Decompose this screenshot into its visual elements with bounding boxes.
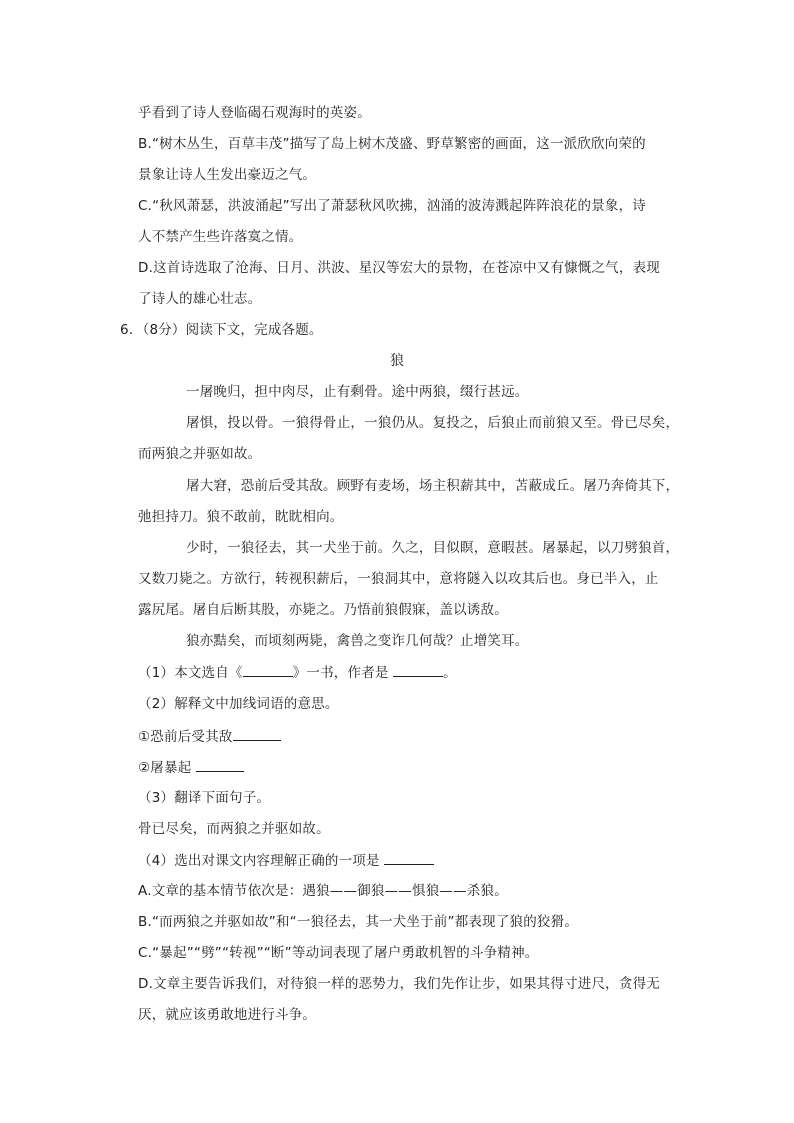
option-c: C.“暴起”“劈”“转视”“断”等动词表现了屠户勇敢机智的斗争精神。 bbox=[138, 945, 539, 961]
passage-paragraph-4-line1: 少时，一狼径去，其一犬坐于前。久之，目似瞑，意暇甚。屠暴起，以刀劈狼首， bbox=[186, 540, 680, 556]
option-b: B.“而两狼之并驱如故”和“一狼径去，其一犬坐于前”都表现了狼的狡猾。 bbox=[138, 914, 579, 930]
passage-paragraph-5: 狼亦黠矣，而顷刻两毙，禽兽之变诈几何哉？止增笑耳。 bbox=[186, 633, 529, 649]
choice-blank[interactable] bbox=[384, 850, 434, 865]
option-d-line2: 厌，就应该勇敢地进行斗争。 bbox=[138, 1007, 317, 1023]
passage-paragraph-3-line2: 弛担持刀。狼不敢前，眈眈相向。 bbox=[138, 509, 344, 525]
subquestion-2-item-2-text: ②屠暴起 bbox=[138, 760, 196, 776]
q5-option-d-line2: 了诗人的雄心壮志。 bbox=[138, 291, 262, 307]
q5-option-c-line2: 人不禁产生些许落寞之情。 bbox=[138, 229, 303, 245]
subquestion-4 bbox=[138, 850, 434, 871]
q5-option-a-tail: 乎看到了诗人登临碣石观海时的英姿。 bbox=[138, 105, 371, 121]
subquestion-2-item-1 bbox=[138, 726, 281, 747]
option-a: A.文章的基本情节依次是：遇狼——御狼——惧狼——杀狼。 bbox=[138, 883, 508, 899]
subquestion-2-item-1-text: ①恐前后受其敌 bbox=[138, 729, 233, 745]
subquestion-4-text: （4）选出对课文内容理解正确的一项是 bbox=[138, 853, 385, 869]
subquestion-1 bbox=[138, 662, 457, 683]
subquestion-3: （3）翻译下面句子。 bbox=[138, 790, 271, 806]
q5-option-b-line2: 景象让诗人生发出豪迈之气。 bbox=[138, 167, 317, 183]
meaning-blank-2[interactable] bbox=[196, 757, 244, 772]
subquestion-1-middle: 》一书，作者是 bbox=[292, 665, 394, 681]
subquestion-1-prefix: （1）本文选自《 bbox=[138, 665, 243, 681]
passage-paragraph-1: 一屠晚归，担中肉尽，止有剩骨。途中两狼，缀行甚远。 bbox=[186, 384, 529, 400]
author-blank[interactable] bbox=[393, 662, 443, 677]
passage-paragraph-2-line2: 而两狼之并驱如故。 bbox=[138, 446, 262, 462]
q6-header: 6．（8分）阅读下文，完成各题。 bbox=[120, 322, 323, 338]
passage-paragraph-4-line2: 又数刀毙之。方欲行，转视积薪后，一狼洞其中，意将隧入以攻其后也。身已半入，止 bbox=[138, 571, 659, 587]
passage-paragraph-3-line1: 屠大窘，恐前后受其敌。顾野有麦场，场主积薪其中，苫蔽成丘。屠乃奔倚其下， bbox=[186, 478, 680, 494]
subquestion-2-item-2 bbox=[138, 757, 244, 778]
q5-option-c-line1: C.“秋风萧瑟，洪波涌起”写出了萧瑟秋风吹拂，汹涌的波涛溅起阵阵浪花的景象，诗 bbox=[138, 198, 647, 214]
q5-option-d-line1: D.这首诗选取了沧海、日月、洪波、星汉等宏大的景物，在苍凉中又有慷慨之气，表现 bbox=[138, 260, 660, 276]
option-d-line1: D.文章主要告诉我们，对待狼一样的恶势力，我们先作让步，如果其得寸进尺，贪得无 bbox=[138, 976, 660, 992]
q5-option-b-line1: B.“树木丛生，百草丰茂”描写了岛上树木茂盛、野草繁密的画面，这一派欣欣向荣的 bbox=[138, 136, 646, 152]
subquestion-2: （2）解释文中加线词语的意思。 bbox=[138, 696, 339, 712]
passage-paragraph-4-line3: 露尻尾。屠自后断其股，亦毙之。乃悟前狼假寐，盖以诱敌。 bbox=[138, 602, 508, 618]
meaning-blank-1[interactable] bbox=[233, 726, 281, 741]
passage-title: 狼 bbox=[390, 353, 404, 369]
passage-paragraph-2-line1: 屠惧，投以骨。一狼得骨止，一狼仍从。复投之，后狼止而前狼又至。骨已尽矣， bbox=[186, 415, 680, 431]
book-title-blank[interactable] bbox=[243, 662, 293, 677]
subquestion-1-end: 。 bbox=[443, 665, 457, 681]
subquestion-3-sentence: 骨已尽矣，而两狼之并驱如故。 bbox=[138, 821, 330, 837]
